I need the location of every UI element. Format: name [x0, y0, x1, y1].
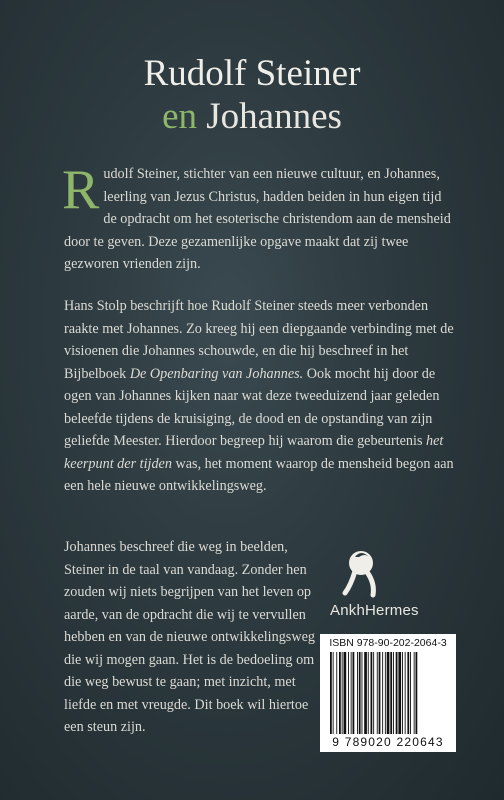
title-second-name: Johannes — [197, 96, 342, 137]
intro-paragraph-text: udolf Steiner, stichter van een nieuwe cultuur, en Johannes, leerling van Jezus Christus, hadden beiden in hun eigen tijd de opdracht om het esoterische christendom aan de mensheid door te geven. Deze gezamenlijke opgave maakt dat zij twee gezworen vrienden zijn. — [64, 166, 451, 272]
closing-paragraph: Johannes beschreef die weg in beelden, Steiner in de taal van vandaag. Zonder hen zouden wij niets begrijpen van het leven op aarde, van de opdracht die wij te vervullen hebben en van de nieuwe ontwikkelingsweg die wij mogen gaan. Het is de bedoeling om die weg bewust te gaan; met inzicht, met liefde en met vreugde. Dit boek wil hiertoe een steun zijn. — [64, 539, 315, 735]
publisher-name: AnkhHermes — [330, 602, 419, 619]
description-text-part2: Ook mocht hij door de ogen van Johannes kijken naar wat deze tweeduizend jaar geleden beleefde tijdens de kruisiging, de dood en de opstanding van zijn geliefde Meester. Hierdoor begreep hij waarom die gebeurtenis — [64, 365, 440, 449]
intro-paragraph — [62, 159, 456, 276]
drop-cap-letter: R — [62, 159, 100, 221]
bible-book-title: De Openbaring van Johannes. — [129, 365, 304, 382]
barcode-bars — [330, 652, 446, 734]
book-title-line1: Rudolf Steiner — [143, 53, 361, 94]
description-text-part3: was, het moment waarop de mensheid begon aan een hele nieuwe ontwikkelingsweg. — [64, 455, 454, 494]
title-accent-word: en — [162, 96, 198, 137]
turning-point-phrase: het keerpunt der tijden — [64, 433, 444, 472]
book-title-line2 — [0, 95, 504, 139]
barcode-number: 9 789020 220643 — [332, 735, 444, 749]
description-text-part1: Hans Stolp beschrijft hoe Rudolf Steiner steeds meer verbonden raakte met Johannes. Zo kreeg hij een diepgaande verbinding met de visioenen die Johannes schouwde, en die hij beschreef in het Bijbelboek — [64, 298, 454, 382]
isbn-text: ISBN 978-90-202-2064-3 — [329, 637, 447, 649]
description-paragraph — [64, 295, 456, 498]
barcode-label — [320, 634, 456, 752]
